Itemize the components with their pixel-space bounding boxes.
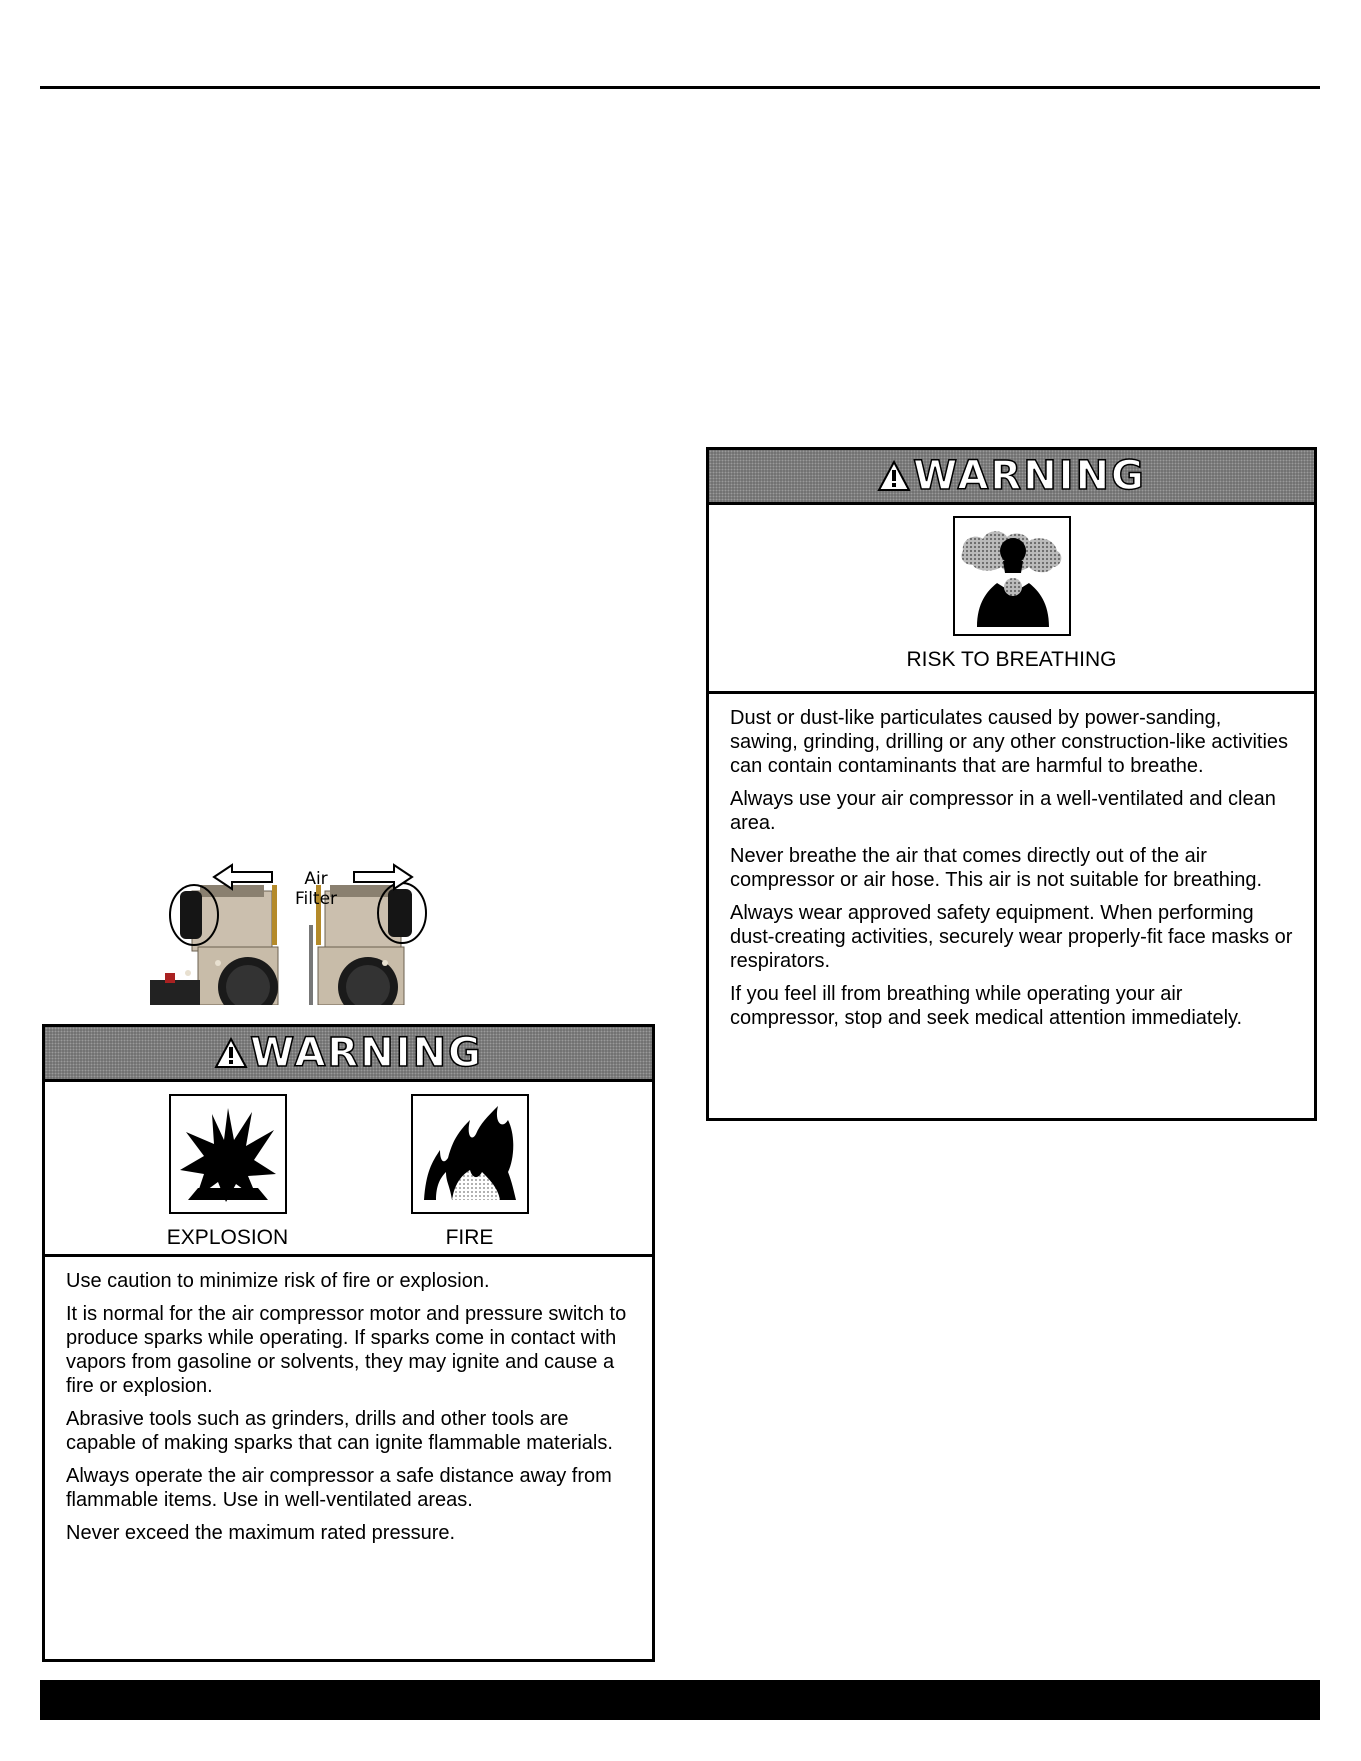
warning-text — [45, 1257, 652, 1545]
fire-symbol — [408, 1094, 532, 1254]
warning-paragraph: Always operate the air compressor a safe distance away from flammable items. Use in well-ventilated areas. — [66, 1465, 612, 1511]
air-filter-photo — [130, 855, 460, 1005]
warning-header — [709, 450, 1314, 505]
fire-explosion-warning — [42, 1024, 655, 1662]
top-rule — [40, 86, 1320, 89]
signal-word: WARNING — [913, 453, 1146, 499]
breathing-label: RISK TO BREATHING — [906, 648, 1117, 671]
warning-text — [709, 694, 1314, 1030]
fire-icon — [418, 1102, 522, 1206]
warning-header — [45, 1027, 652, 1082]
warning-triangle-icon — [877, 460, 911, 492]
breathing-warning — [706, 447, 1317, 1121]
warning-paragraph: Dust or dust-like particulates caused by power-sanding, sawing, grinding, drilling or any other construction-like activities can contain contaminants that are harmful to breathe. — [730, 707, 1289, 777]
warning-paragraph: It is normal for the air compressor motor and pressure switch to produce sparks while operating. If sparks come in contact with vapors from gasoline or solvents, they may ignite and cause a fire or explosion. — [66, 1303, 627, 1397]
signal-word: WARNING — [250, 1030, 483, 1076]
warning-paragraph: Never exceed the maximum rated pressure. — [66, 1522, 456, 1544]
warning-paragraph: If you feel ill from breathing while operating your air compressor, stop and seek medical attention immediately. — [730, 983, 1243, 1029]
warning-paragraph: Always wear approved safety equipment. When performing dust-creating activities, securely wear properly-fit face masks or respirators. — [730, 902, 1293, 972]
left-compressor — [150, 885, 278, 1005]
explosion-label: EXPLOSION — [166, 1226, 289, 1249]
breathing-symbol — [882, 516, 1142, 691]
breathing-hazard-icon — [957, 521, 1067, 631]
explosion-icon — [178, 1104, 278, 1204]
fire-label: FIRE — [445, 1226, 494, 1249]
warning-triangle-icon — [214, 1037, 248, 1069]
footer-bar — [40, 1680, 1320, 1720]
warning-paragraph: Abrasive tools such as grinders, drills and other tools are capable of making sparks that can ignite flammable materials. — [66, 1408, 613, 1454]
hazard-symbols — [709, 505, 1314, 694]
explosion-symbol — [166, 1094, 290, 1254]
warning-paragraph: Always use your air compressor in a well-ventilated and clean area. — [730, 788, 1276, 834]
warning-paragraph: Use caution to minimize risk of fire or explosion. — [66, 1270, 490, 1292]
warning-paragraph: Never breathe the air that comes directly out of the air compressor or air hose. This air is not suitable for breathing. — [730, 845, 1263, 891]
hazard-symbols — [45, 1082, 652, 1257]
air-filter-label: Air Filter — [294, 869, 338, 909]
